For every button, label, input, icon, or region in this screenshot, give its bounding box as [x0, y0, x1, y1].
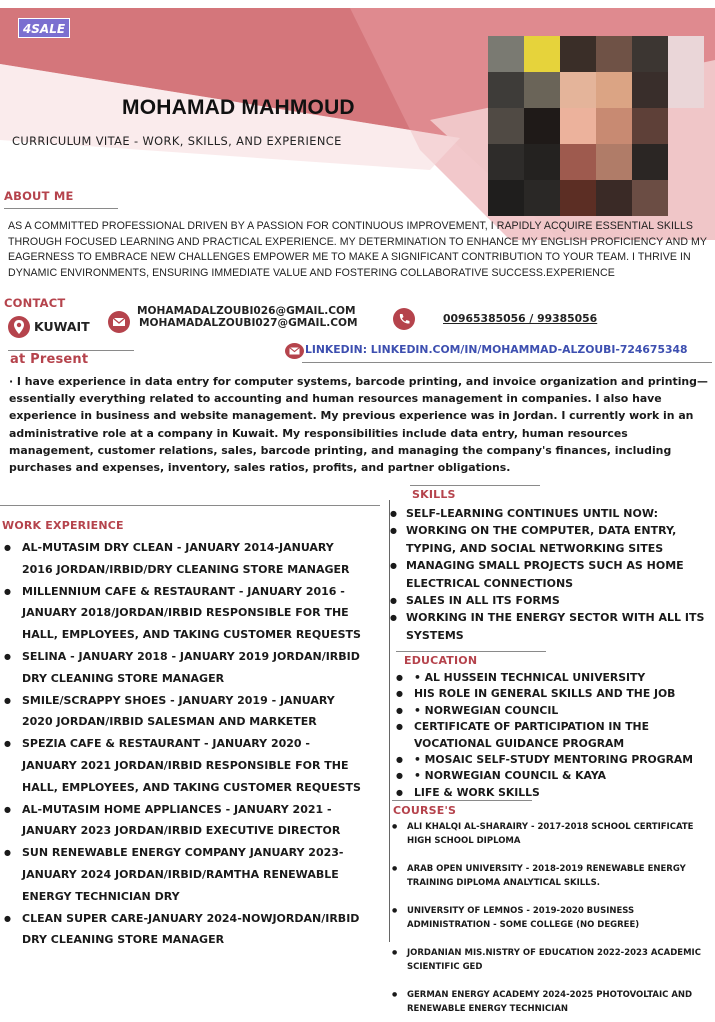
- course-item: ● ARAB OPEN UNIVERSITY - 2018-2019 RENEWABLE ENERGY TRAINING DIPLOMA ANALYTICAL SKILLS.: [392, 864, 686, 888]
- work-item: ● SUN RENEWABLE ENERGY COMPANY JANUARY 2023- JANUARY 2024 JORDAN/IRBID/RAMTHA RENEWABLE ENERGY TECHNICIAN DRY: [4, 842, 366, 907]
- skills-rule-top: [410, 485, 540, 486]
- present-text: · I have experience in data entry for computer systems, barcode printing, and invoice organization and printing—essentially everything related to accounting and human resources management in companies. I also have experience in business and website management. My previous experience was in Jordan. I currently work in an administrative role at a company in Kuwait. My responsibilities include data entry, human resources management, customer relations, sales, barcode printing, and managing the company's finances, including purchases and expenses, inventory, sales ratios, profits, and partner obligations.: [9, 375, 708, 475]
- skill-item: ● WORKING IN THE ENERGY SECTOR WITH ALL ITS SYSTEMS: [388, 609, 713, 644]
- profile-photo-redacted: [488, 36, 704, 216]
- education-item: ● CERTIFICATE OF PARTICIPATION IN THE VOCATIONAL GUIDANCE PROGRAM: [396, 719, 714, 752]
- work-item: ● AL-MUTASIM HOME APPLIANCES - JANUARY 2021 - JANUARY 2023 JORDAN/IRBID EXECUTIVE DIRECTOR: [4, 799, 366, 843]
- about-rule: [4, 208, 118, 209]
- present-rule-right: [302, 362, 712, 363]
- course-item: ● JORDANIAN MIS.NISTRY OF EDUCATION 2022-2023 ACADEMIC SCIENTIFIC GED: [392, 948, 701, 972]
- work-heading: WORK EXPERIENCE: [2, 519, 124, 532]
- left-column-rule: [0, 505, 380, 506]
- email-icon: [108, 311, 130, 333]
- skill-item: ● SALES IN ALL ITS FORMS: [388, 592, 713, 609]
- education-item: ● • AL HUSSEIN TECHNICAL UNIVERSITY: [396, 670, 714, 686]
- skill-item: ● MANAGING SMALL PROJECTS SUCH AS HOME ELECTRICAL CONNECTIONS: [388, 557, 713, 592]
- course-item: ● GERMAN ENERGY ACADEMY 2024-2025 PHOTOVOLTAIC AND RENEWABLE ENERGY TECHNICIAN: [392, 990, 693, 1014]
- work-item: ● SMILE/SCRAPPY SHOES - JANUARY 2019 - JANUARY 2020 JORDAN/IRBID SALESMAN AND MARKETER: [4, 690, 366, 734]
- courses-rule: [392, 800, 532, 801]
- phone-number[interactable]: 00965385056 / 99385056: [443, 312, 598, 325]
- skills-heading: SKILLS: [412, 488, 456, 501]
- work-item: ● SPEZIA CAFE & RESTAURANT - JANUARY 2020 - JANUARY 2021 JORDAN/IRBID RESPONSIBLE FOR THE HALL, EMPLOYEES, AND TAKING CUSTOMER REQUESTS: [4, 733, 366, 798]
- skill-item: ● WORKING ON THE COMPUTER, DATA ENTRY, TYPING, AND SOCIAL NETWORKING SITES: [388, 522, 713, 557]
- present-rule-top: [8, 350, 134, 351]
- skill-item: ● SELF-LEARNING CONTINUES UNTIL NOW:: [388, 505, 713, 522]
- course-item: ● ALI KHALQI AL-SHARAIRY - 2017-2018 SCHOOL CERTIFICATE HIGH SCHOOL DIPLOMA: [392, 822, 694, 846]
- contact-heading: CONTACT: [4, 296, 66, 310]
- education-list: [396, 670, 714, 801]
- person-name: MOHAMAD MAHMOUD: [122, 96, 355, 119]
- education-item: ● LIFE & WORK SKILLS: [396, 785, 714, 801]
- present-heading: at Present: [10, 352, 89, 367]
- page-subtitle: CURRICULUM VITAE - WORK, SKILLS, AND EXPERIENCE: [12, 134, 342, 148]
- work-item: ● CLEAN SUPER CARE-JANUARY 2024-NOWJORDAN/IRBID DRY CLEANING STORE MANAGER: [4, 908, 366, 952]
- work-list: [4, 537, 366, 951]
- education-item: ● HIS ROLE IN GENERAL SKILLS AND THE JOB: [396, 686, 714, 702]
- linkedin-link[interactable]: LINKEDIN: LINKEDIN.COM/IN/MOHAMMAD-ALZOUBI-724675348: [305, 343, 688, 356]
- about-text: AS A COMMITTED PROFESSIONAL DRIVEN BY A PASSION FOR CONTINUOUS IMPROVEMENT, I RAPIDLY ACQUIRE ESSENTIAL SKILLS THROUGH FOCUSED LEARNING AND PRACTICAL EXPERIENCE. MY DETERMINATION TO ENHANCE MY ENGLISH PROFICIENCY AND MY EAGERNESS TO EMBRACE NEW CHALLENGES EMPOWER ME TO MAKE A SIGNIFICANT CONTRIBUTION TO YOUR TEAM. I THRIVE IN DYNAMIC ENVIRONMENTS, ENSURING IMMEDIATE VALUE AND FOSTERING COLLABORATIVE SUCCESS.EXPERIENCE: [8, 220, 707, 279]
- courses-heading: COURSE'S: [393, 804, 457, 817]
- skills-list: [388, 505, 713, 644]
- location-text: KUWAIT: [34, 319, 90, 334]
- work-item: ● AL-MUTASIM DRY CLEAN - JANUARY 2014-JANUARY 2016 JORDAN/IRBID/DRY CLEANING STORE MANAGER: [4, 537, 366, 581]
- education-item: ● • NORWEGIAN COUNCIL & KAYA: [396, 768, 714, 784]
- education-heading: EDUCATION: [404, 654, 478, 667]
- sale-badge: 4SALE: [18, 18, 70, 38]
- phone-icon: [393, 308, 415, 330]
- education-item: ● • MOSAIC SELF-STUDY MENTORING PROGRAM: [396, 752, 714, 768]
- education-item: ● • NORWEGIAN COUNCIL: [396, 703, 714, 719]
- course-item: ● UNIVERSITY OF LEMNOS - 2019-2020 BUSINESS ADMINISTRATION - SOME COLLEGE (NO DEGREE): [392, 906, 640, 930]
- email-link-2[interactable]: MOHAMADALZOUBI027@GMAIL.COM: [139, 317, 358, 329]
- linkedin-email-icon: [285, 343, 304, 359]
- work-item: ● MILLENNIUM CAFE & RESTAURANT - JANUARY 2016 - JANUARY 2018/JORDAN/IRBID RESPONSIBLE FOR THE HALL, EMPLOYEES, AND TAKING CUSTOMER REQUESTS: [4, 581, 366, 646]
- education-rule: [396, 651, 546, 652]
- location-pin-icon: [8, 316, 30, 338]
- work-item: ● SELINA - JANUARY 2018 - JANUARY 2019 JORDAN/IRBID DRY CLEANING STORE MANAGER: [4, 646, 366, 690]
- about-heading: ABOUT ME: [4, 189, 74, 203]
- email-link-1[interactable]: MOHAMADALZOUBI026@GMAIL.COM: [137, 305, 356, 317]
